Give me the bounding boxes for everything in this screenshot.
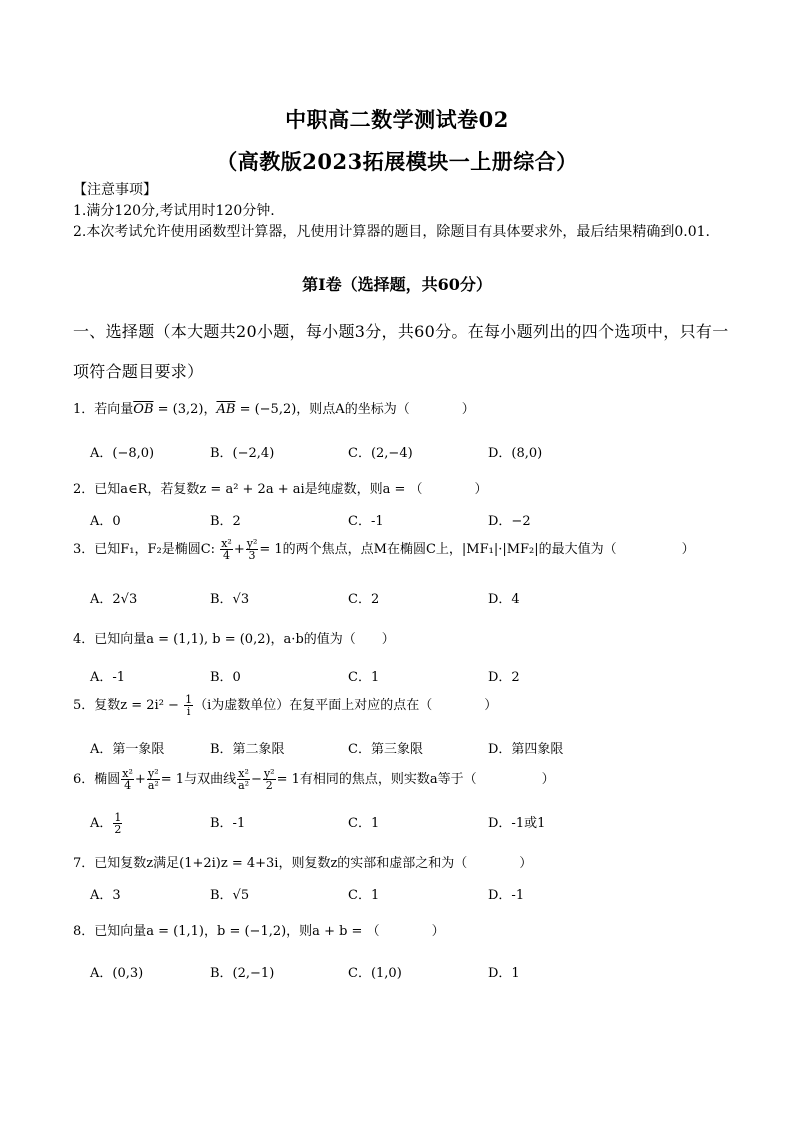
fraction xyxy=(147,768,160,791)
option-b[interactable]: B．-1 xyxy=(210,816,246,831)
option-a[interactable]: A．0 xyxy=(90,514,121,529)
vector-ob: $\overline{OB}$ xyxy=(133,402,154,417)
option-a[interactable]: A．第一象限 xyxy=(90,742,165,757)
option-b[interactable]: B．第二象限 xyxy=(210,742,285,757)
question-text: = 1与双曲线 xyxy=(160,772,237,787)
fraction-denominator: 4 xyxy=(124,779,132,792)
fraction-denominator: 2 xyxy=(114,823,122,836)
notes-item-1: 1.满分120分,考试用时120分钟. xyxy=(73,203,275,219)
option-b[interactable]: B．√3 xyxy=(210,592,250,607)
option-d[interactable]: D．第四象限 xyxy=(488,742,564,757)
option-a[interactable]: A．(0,3) xyxy=(90,966,144,981)
fraction xyxy=(237,768,250,791)
fraction xyxy=(113,812,122,835)
question-8: 8．已知向量a = (1,1)，b = (−1,2)，则a + b = （ ） xyxy=(73,924,445,939)
option-c[interactable]: C．2 xyxy=(348,592,380,607)
fraction-numerator: x² xyxy=(221,537,232,550)
question-4: 4．已知向量a = (1,1), b = (0,2)，a·b的值为（ ） xyxy=(73,632,395,647)
question-3 xyxy=(73,538,733,561)
option-d[interactable]: D．−2 xyxy=(488,514,531,529)
minus-sign: − xyxy=(251,772,262,787)
vector-ab: $\overline{AB}$ xyxy=(216,402,236,417)
fraction-denominator: 3 xyxy=(248,549,256,562)
option-a-label: A． xyxy=(90,816,113,831)
notes-heading: 【注意事项】 xyxy=(73,182,157,198)
question-text: 5．复数z = 2i² − xyxy=(73,698,179,713)
option-c[interactable]: C．(2,−4) xyxy=(348,446,413,461)
question-5 xyxy=(73,694,733,717)
option-d[interactable]: D．4 xyxy=(488,592,520,607)
option-c[interactable]: C．1 xyxy=(348,888,380,903)
option-b[interactable]: B．√5 xyxy=(210,888,250,903)
fraction-numerator: y² xyxy=(147,767,159,780)
fraction-denominator: 2 xyxy=(265,779,273,792)
question-text: 6．椭圆 xyxy=(73,772,121,787)
question-text: 1．若向量 xyxy=(73,402,134,417)
option-a[interactable]: A．-1 xyxy=(90,670,126,685)
plus-sign: + xyxy=(233,542,245,557)
fraction-numerator: y² xyxy=(246,537,258,550)
question-text: 3．已知F₁，F₂是椭圆C: xyxy=(73,542,216,557)
question-7: 7．已知复数z满足(1+2i)z = 4+3i，则复数z的实部和虚部之和为（ ） xyxy=(73,856,533,871)
option-b[interactable]: B．0 xyxy=(210,670,241,685)
option-a[interactable] xyxy=(90,812,123,835)
fraction xyxy=(263,768,276,791)
fraction xyxy=(184,694,193,717)
question-text: = (3,2)， xyxy=(153,402,217,417)
fraction-denominator: a² xyxy=(147,779,159,792)
fraction xyxy=(121,768,134,791)
question-6 xyxy=(73,768,733,791)
fraction-numerator: 1 xyxy=(114,811,122,824)
option-a[interactable]: A．3 xyxy=(90,888,121,903)
question-text: = 1的两个焦点，点M在椭圆C上，|MF₁|·|MF₂|的最大值为（ ） xyxy=(259,542,695,557)
question-text: = (−5,2)，则点A的坐标为（ ） xyxy=(235,402,475,417)
question-2: 2．已知a∈R，若复数z = a² + 2a + ai是纯虚数，则a = （ ） xyxy=(73,482,488,497)
option-c[interactable]: C．1 xyxy=(348,670,380,685)
option-b[interactable]: B．(2,−1) xyxy=(210,966,275,981)
section-intro: 一、选择题（本大题共20小题，每小题3分，共60分。在每小题列出的四个选项中，只有一项符合题目要求） xyxy=(73,322,729,381)
section-title: 第Ⅰ卷（选择题，共60分） xyxy=(302,275,492,294)
plus-sign: + xyxy=(134,772,146,787)
fraction-denominator: 4 xyxy=(223,549,231,562)
question-1 xyxy=(73,398,733,417)
option-d[interactable]: D．-1或1 xyxy=(488,816,546,831)
question-text: （i为虚数单位）在复平面上对应的点在（ ） xyxy=(194,698,498,713)
option-c[interactable]: C．第三象限 xyxy=(348,742,423,757)
question-text: = 1有相同的焦点，则实数a等于（ ） xyxy=(276,772,555,787)
fraction-numerator: y² xyxy=(263,767,275,780)
fraction-denominator: i xyxy=(186,705,191,718)
option-d[interactable]: D．2 xyxy=(488,670,520,685)
option-d[interactable]: D．-1 xyxy=(488,888,525,903)
notes-item-2: 2.本次考试允许使用函数型计算器，凡使用计算器的题目，除题目有具体要求外，最后结果精确到0.01. xyxy=(73,224,710,240)
exam-subtitle: （高教版2023拓展模块一上册综合） xyxy=(216,149,578,174)
option-d[interactable]: D．1 xyxy=(488,966,520,981)
option-b[interactable]: B．(−2,4) xyxy=(210,446,275,461)
fraction-numerator: x² xyxy=(238,767,249,780)
option-b[interactable]: B．2 xyxy=(210,514,241,529)
fraction-numerator: x² xyxy=(122,767,133,780)
option-c[interactable]: C．-1 xyxy=(348,514,384,529)
option-c[interactable]: C．(1,0) xyxy=(348,966,402,981)
fraction-numerator: 1 xyxy=(185,693,193,706)
fraction-denominator: a² xyxy=(238,779,250,792)
exam-title: 中职高二数学测试卷02 xyxy=(285,107,509,132)
option-c[interactable]: C．1 xyxy=(348,816,380,831)
option-a[interactable]: A．(−8,0) xyxy=(90,446,155,461)
fraction xyxy=(220,538,233,561)
option-a[interactable]: A．2√3 xyxy=(90,592,138,607)
option-d[interactable]: D．(8,0) xyxy=(488,446,543,461)
fraction xyxy=(246,538,259,561)
